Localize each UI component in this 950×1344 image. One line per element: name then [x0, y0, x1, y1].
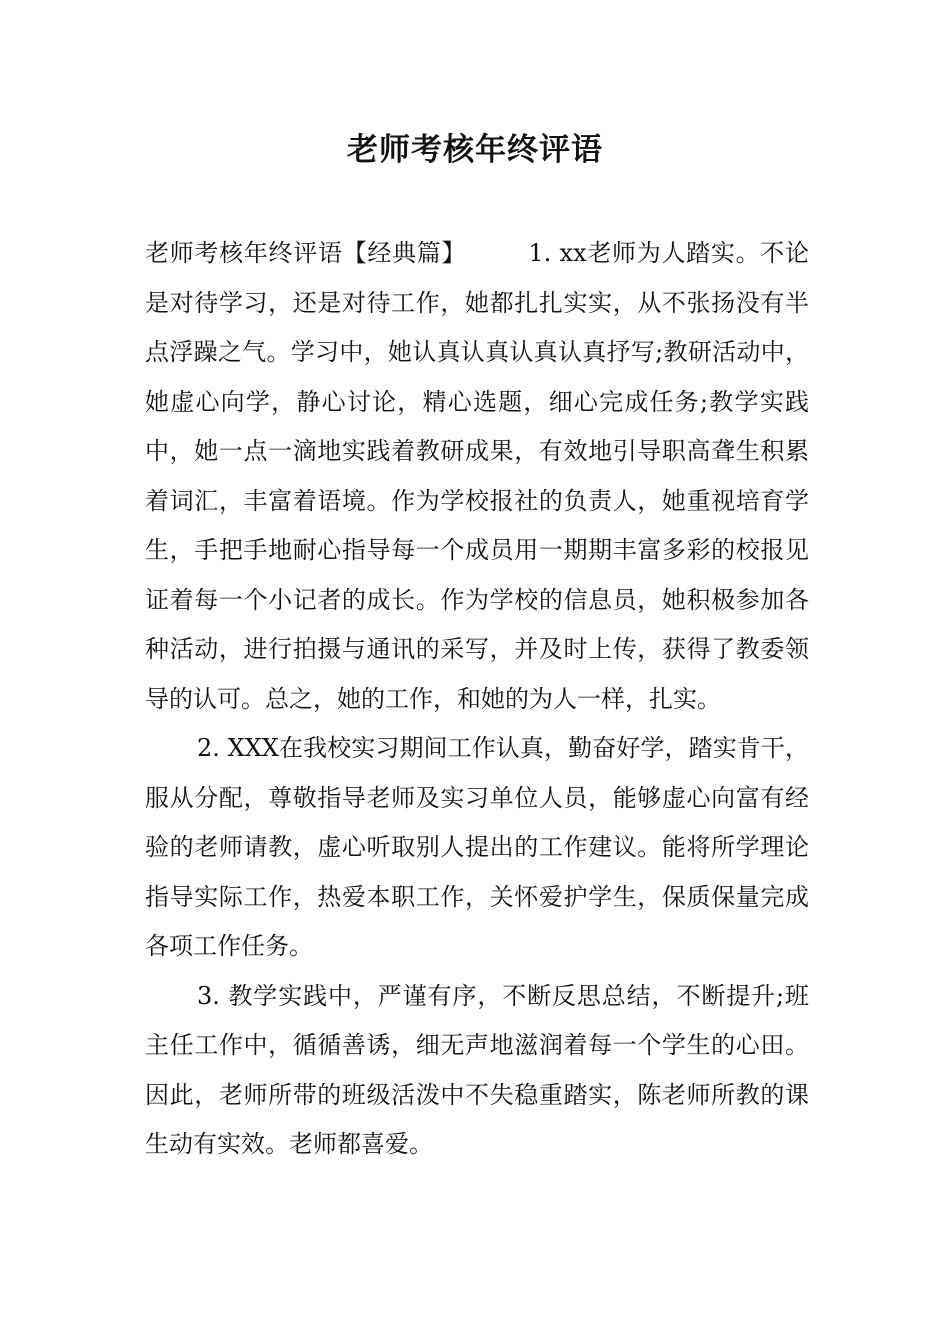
document-title: 老师考核年终评语 [347, 132, 603, 168]
paragraph-2: 2. XXX在我校实习期间工作认真，勤奋好学，踏实肯干，服从分配，尊敬指导老师及实习单位人员，能够虚心向富有经验的老师请教，虚心听取别人提出的工作建议。能将所学理论指导实际工作，热爱本职工作，关怀爱护学生，保质保量完成各项工作任务。 [145, 734, 809, 960]
document-body [145, 229, 809, 1170]
paragraph-3: 3. 教学实践中，严谨有序，不断反思总结，不断提升;班主任工作中，循循善诱，细无声地滋润着每一个学生的心田。因此，老师所带的班级活泼中不失稳重踏实，陈老师所教的课生动有实效。老师都喜爱。 [145, 981, 809, 1158]
paragraph-1: 老师考核年终评语【经典篇】 1. xx老师为人踏实。不论是对待学习，还是对待工作，她都扎扎实实，从不张扬没有半点浮躁之气。学习中，她认真认真认真认真抒写;教研活动中，她虚心向学，静心讨论，精心选题，细心完成任务;教学实践中，她一点一滴地实践着教研成果，有效地引导职高聋生积累着词汇，丰富着语境。作为学校报社的负责人，她重视培育学生，手把手地耐心指导每一个成员用一期期丰富多彩的校报见证着每一个小记者的成长。作为学校的信息员，她积极参加各种活动，进行拍摄与通讯的采写，并及时上传，获得了教委领导的认可。总之，她的工作，和她的为人一样，扎实。 [145, 239, 809, 713]
